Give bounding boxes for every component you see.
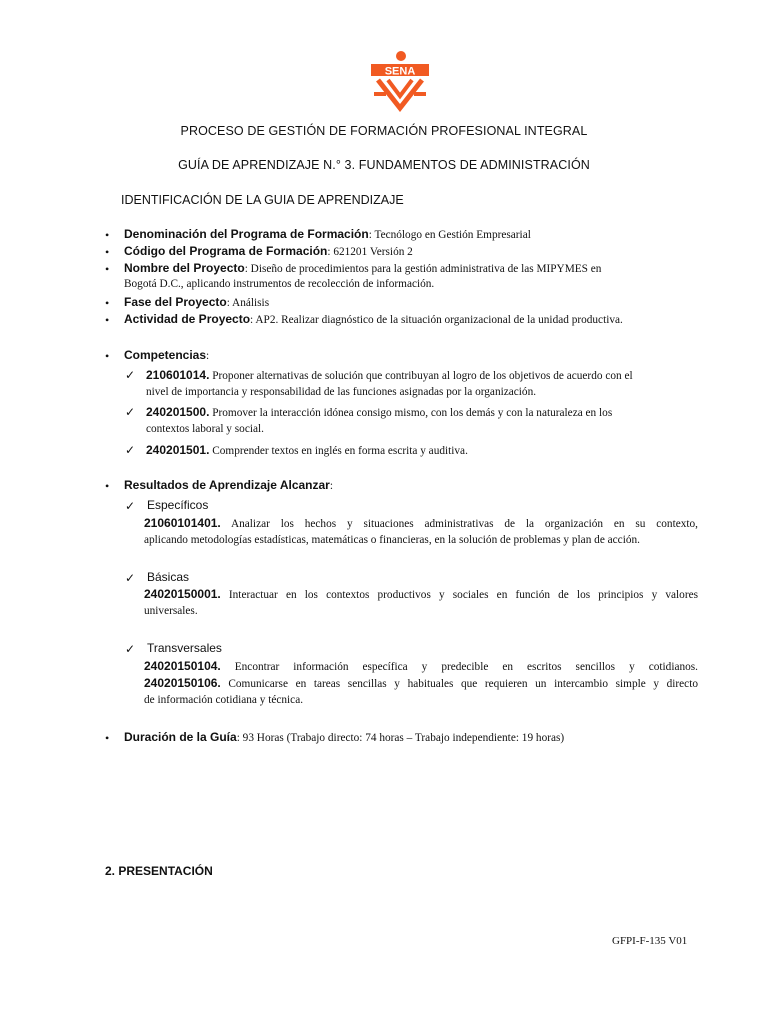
specific-code: 21060101401. bbox=[144, 516, 221, 530]
project-name-row bbox=[124, 260, 601, 278]
basic-text-cont: universales. bbox=[144, 605, 198, 617]
sena-logo-text: SENA bbox=[384, 65, 416, 78]
competency-code: 210601014. bbox=[146, 368, 210, 382]
project-name-value: : Diseño de procedimientos para la gestión administrativa de las MIPYMES en bbox=[244, 263, 602, 275]
presentation-heading: 2. PRESENTACIÓN bbox=[105, 864, 213, 878]
transversal-heading: Transversales bbox=[147, 641, 222, 655]
competency-text: Proponer alternativas de solución que contribuyan al logro de los objetivos de acuerdo con el bbox=[209, 370, 633, 382]
bullet: • bbox=[105, 262, 110, 276]
competency-item bbox=[146, 367, 633, 385]
basic-heading: Básicas bbox=[147, 570, 190, 584]
bullet: • bbox=[105, 731, 110, 745]
program-code-label: Código del Programa de Formación bbox=[124, 244, 328, 258]
transversal-code: 24020150104. bbox=[144, 659, 221, 673]
check-icon: ✓ bbox=[125, 443, 136, 457]
bullet: • bbox=[105, 228, 110, 242]
project-name-label: Nombre del Proyecto bbox=[124, 261, 245, 275]
competency-text: Comprender textos en inglés en forma escrita y auditiva. bbox=[209, 445, 468, 457]
learning-results-label: Resultados de Aprendizaje Alcanzar bbox=[124, 478, 330, 492]
program-name-value: : Tecnólogo en Gestión Empresarial bbox=[368, 229, 531, 241]
specific-heading: Específicos bbox=[147, 498, 209, 512]
check-icon: ✓ bbox=[125, 642, 136, 656]
competency-item bbox=[146, 442, 468, 460]
specific-text-cont: aplicando metodologías estadísticas, matemáticas o financieras, en la solución de problemas y plan de acción. bbox=[144, 534, 640, 546]
bullet: • bbox=[105, 296, 110, 310]
transversal-text: Encontrar información específica y predecible en escritos sencillos y cotidianos. bbox=[220, 661, 698, 673]
program-code-row bbox=[124, 243, 413, 261]
transversal-result bbox=[144, 658, 698, 676]
competencies-row bbox=[124, 347, 209, 365]
duration-label: Duración de la Guía bbox=[124, 730, 237, 744]
basic-result bbox=[144, 586, 698, 604]
project-activity-value: : AP2. Realizar diagnóstico de la situación organizacional de la unidad productiva. bbox=[250, 314, 623, 326]
bullet: • bbox=[105, 245, 110, 259]
form-code: GFPI-F-135 V01 bbox=[612, 935, 688, 947]
transversal-text: Comunicarse en tareas sencillas y habituales que requieren un intercambio simple y directo bbox=[220, 678, 698, 690]
specific-text: Analizar los hechos y situaciones administrativas de la organización en su contexto, bbox=[220, 518, 698, 530]
transversal-result bbox=[144, 675, 698, 693]
project-phase-value: : Análisis bbox=[226, 297, 270, 309]
project-phase-label: Fase del Proyecto bbox=[124, 295, 227, 309]
specific-result bbox=[144, 515, 698, 533]
sena-logo bbox=[370, 50, 430, 112]
competency-item bbox=[146, 404, 612, 422]
basic-text: Interactuar en los contextos productivos y sociales en función de los principios y valores bbox=[220, 589, 698, 601]
identification-heading: IDENTIFICACIÓN DE LA GUIA DE APRENDIZAJE bbox=[121, 193, 404, 207]
project-phase-row bbox=[124, 294, 269, 312]
competency-code: 240201500. bbox=[146, 405, 210, 419]
project-activity-label: Actividad de Proyecto bbox=[124, 312, 251, 326]
competency-text-cont: contextos laboral y social. bbox=[146, 423, 264, 435]
program-name-row bbox=[124, 226, 531, 244]
check-icon: ✓ bbox=[125, 405, 136, 419]
competency-code: 240201501. bbox=[146, 443, 210, 457]
check-icon: ✓ bbox=[125, 368, 136, 382]
bullet: • bbox=[105, 479, 110, 493]
guide-title: GUÍA DE APRENDIZAJE N.° 3. FUNDAMENTOS DE ADMINISTRACIÓN bbox=[178, 158, 590, 172]
process-title: PROCESO DE GESTIÓN DE FORMACIÓN PROFESIONAL INTEGRAL bbox=[180, 124, 588, 138]
check-icon: ✓ bbox=[125, 499, 136, 513]
learning-results-row bbox=[124, 477, 333, 495]
program-code-value: : 621201 Versión 2 bbox=[327, 246, 413, 258]
transversal-text-cont: de información cotidiana y técnica. bbox=[144, 694, 304, 706]
competencies-colon: : bbox=[206, 350, 210, 362]
project-name-value-cont: Bogotá D.C., aplicando instrumentos de recolección de información. bbox=[124, 278, 435, 290]
program-name-label: Denominación del Programa de Formación bbox=[124, 227, 369, 241]
duration-value: : 93 Horas (Trabajo directo: 74 horas – Trabajo independiente: 19 horas) bbox=[236, 732, 565, 744]
duration-row bbox=[124, 729, 564, 747]
competency-text: Promover la interacción idónea consigo mismo, con los demás y con la naturaleza en los bbox=[209, 407, 613, 419]
bullet: • bbox=[105, 313, 110, 327]
bullet: • bbox=[105, 349, 110, 363]
competency-text-cont: nivel de importancia y responsabilidad de las funciones asignadas por la organización. bbox=[146, 386, 537, 398]
learning-results-colon: : bbox=[329, 480, 333, 492]
basic-code: 24020150001. bbox=[144, 587, 221, 601]
competencies-label: Competencias bbox=[124, 348, 207, 362]
project-activity-row bbox=[124, 311, 623, 329]
transversal-code: 24020150106. bbox=[144, 676, 221, 690]
check-icon: ✓ bbox=[125, 571, 136, 585]
